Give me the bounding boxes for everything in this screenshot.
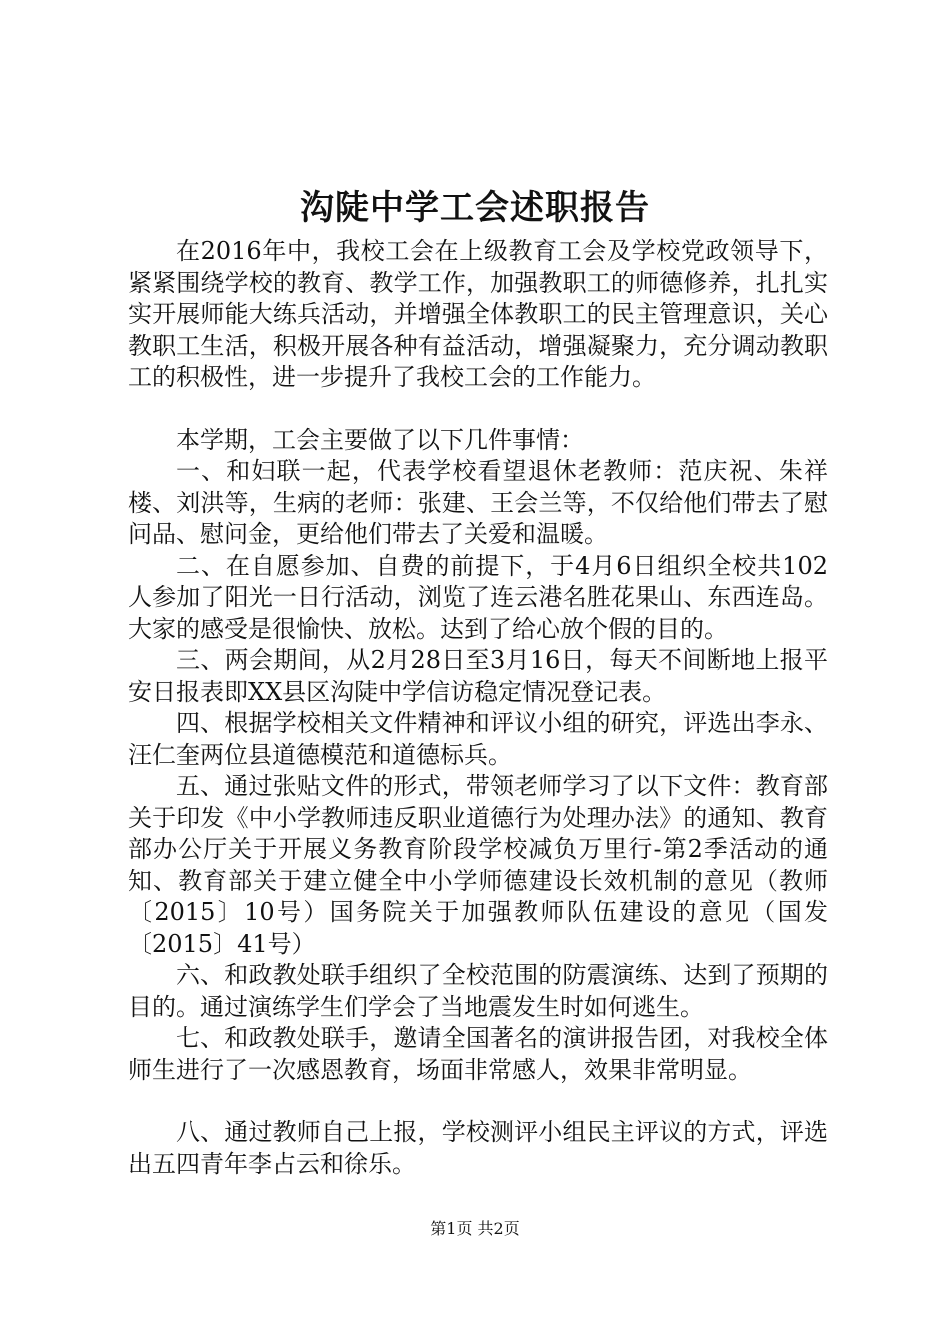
paragraph-item-1: 一、和妇联一起，代表学校看望退休老教师：范庆祝、朱祥楼、刘洪等，生病的老师：张建、王会兰等，不仅给他们带去了慰问品、慰问金，更给他们带去了关爱和温暖。 [128, 457, 828, 548]
paragraph-item-3: 三、两会期间，从2月28日至3月16日，每天不间断地上报平安日报表即XX县区沟陡中学信访稳定情况登记表。 [128, 646, 828, 706]
paragraph-item-5: 五、通过张贴文件的形式，带领老师学习了以下文件：教育部关于印发《中小学教师违反职业道德行为处理办法》的通知、教育部办公厅关于开展义务教育阶段学校减负万里行-第2季活动的通知、教育部关于建立健全中小学师德建设长效机制的意见（教师〔2015〕10号）国务院关于加强教师队伍建设的意见（国发〔2015〕41号） [128, 772, 828, 958]
paragraph-item-4: 四、根据学校相关文件精神和评议小组的研究，评选出李永、汪仁奎两位县道德模范和道德标兵。 [128, 709, 828, 769]
document-body [128, 236, 828, 1180]
page-footer: 第1页 共2页 [430, 1219, 520, 1238]
paragraph-intro: 在2016年中，我校工会在上级教育工会及学校党政领导下，紧紧围绕学校的教育、教学工作，加强教职工的师德修养，扎扎实实开展师能大练兵活动，并增强全体教职工的民主管理意识，关心教职工生活，积极开展各种有益活动，增强凝聚力，充分调动教职工的积极性，进一步提升了我校工会的工作能力。 [128, 237, 828, 391]
paragraph-item-8: 八、通过教师自己上报，学校测评小组民主评议的方式，评选出五四青年李占云和徐乐。 [128, 1118, 828, 1178]
paragraph-item-7: 七、和政教处联手，邀请全国著名的演讲报告团，对我校全体师生进行了一次感恩教育，场面非常感人，效果非常明显。 [128, 1024, 828, 1084]
paragraph-item-6: 六、和政教处联手组织了全校范围的防震演练、达到了预期的目的。通过演练学生们学会了当地震发生时如何逃生。 [128, 961, 828, 1021]
paragraph-item-2: 二、在自愿参加、自费的前提下，于4月6日组织全校共102人参加了阳光一日行活动，浏览了连云港名胜花果山、东西连岛。大家的感受是很愉快、放松。达到了给心放个假的目的。 [128, 551, 828, 643]
document-title: 沟陡中学工会述职报告 [300, 188, 650, 228]
paragraph-summary-lead: 本学期，工会主要做了以下几件事情： [176, 425, 584, 454]
